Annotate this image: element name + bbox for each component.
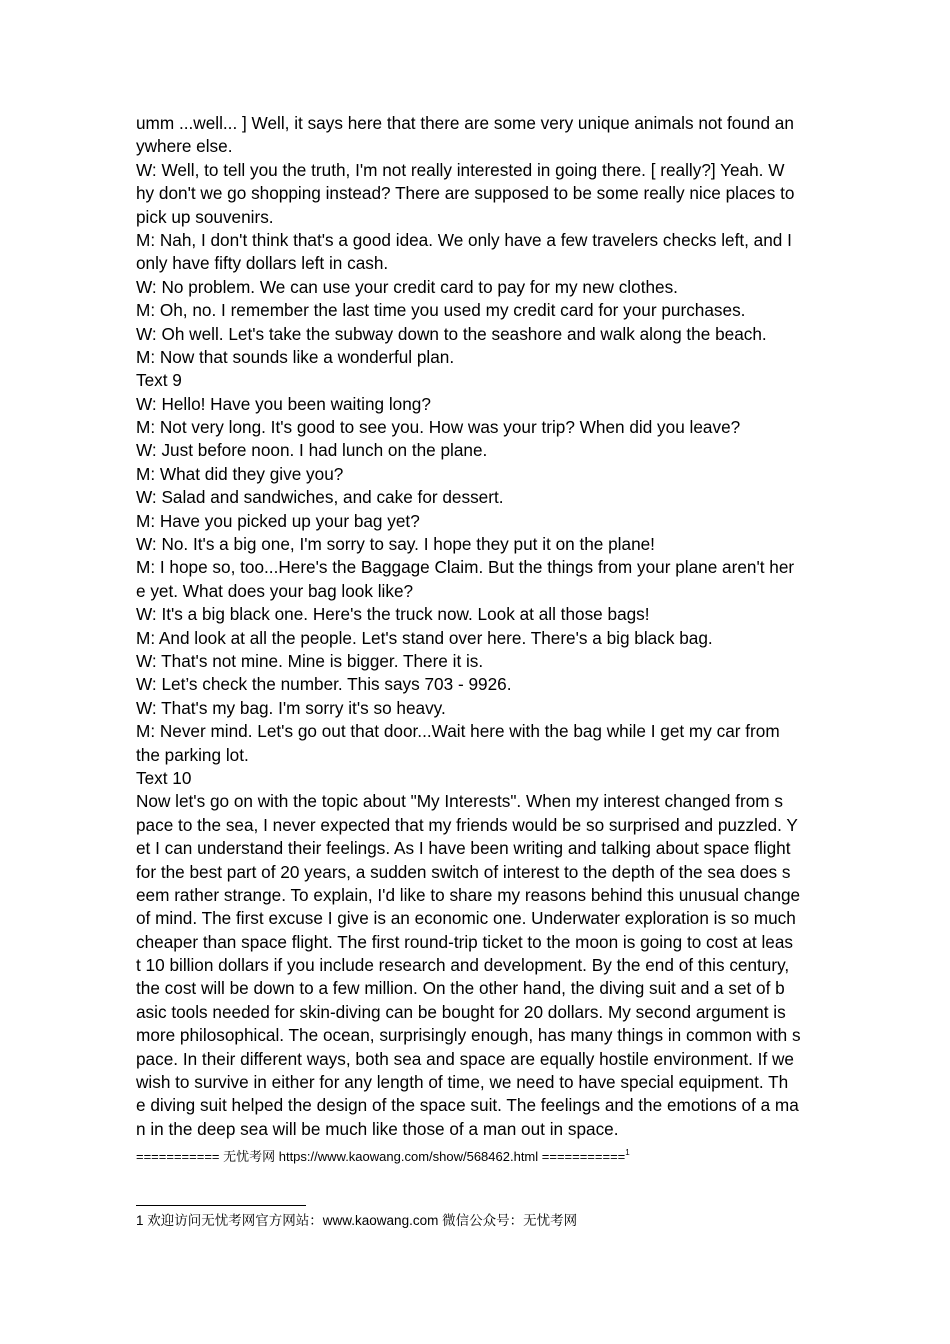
text-line: pick up souvenirs. [136, 206, 274, 227]
text-line: W: Well, to tell you the truth, I'm not really interested in going there. [ really?] Yeah. W [136, 159, 785, 180]
text-line: M: I hope so, too...Here's the Baggage Claim. But the things from your plane aren't her [136, 557, 795, 578]
text-line: M: Nah, I don't think that's a good idea. We only have a few travelers checks left, and I [136, 229, 792, 250]
text-line: ywhere else. [136, 136, 233, 157]
text-line: W: No. It's a big one, I'm sorry to say. I hope they put it on the plane! [136, 534, 655, 555]
footnote-number: 1 [136, 1213, 144, 1228]
text-line: M: And look at all the people. Let's stand over here. There's a big black bag. [136, 627, 713, 648]
text-line: Text 10 [136, 767, 192, 788]
text-line: M: Have you picked up your bag yet? [136, 510, 420, 531]
text-line: W: Just before noon. I had lunch on the plane. [136, 440, 488, 461]
text-line: Text 9 [136, 370, 182, 391]
source-separator-line [136, 1141, 816, 1164]
text-line: W: Salad and sandwiches, and cake for dessert. [136, 487, 504, 508]
text-line: M: Never mind. Let's go out that door...Wait here with the bag while I get my car from [136, 721, 780, 742]
text-line: W: Hello! Have you been waiting long? [136, 393, 431, 414]
footnote [136, 1211, 577, 1231]
text-line: W: It's a big black one. Here's the truck now. Look at all those bags! [136, 604, 650, 625]
separator-text: =========== 无忧考网 https://www.kaowang.com/show/568462.html =========== [136, 1149, 626, 1165]
text-line: for the best part of 20 years, a sudden switch of interest to the depth of the sea does s [136, 861, 791, 882]
text-line: the parking lot. [136, 744, 249, 765]
text-line: wish to survive in either for any length of time, we need to have special equipment. Th [136, 1072, 789, 1093]
footnote-text: 欢迎访问无忧考网官方网站：www.kaowang.com 微信公众号：无忧考网 [147, 1213, 578, 1228]
text-line: W: No problem. We can use your credit card to pay for my new clothes. [136, 276, 678, 297]
text-line: only have fifty dollars left in cash. [136, 253, 389, 274]
text-line: M: Not very long. It's good to see you. How was your trip? When did you leave? [136, 417, 741, 438]
text-line: Now let's go on with the topic about "My Interests". When my interest changed from s [136, 791, 783, 812]
text-line: t 10 billion dollars if you include research and development. By the end of this century, [136, 955, 790, 976]
text-line: M: Oh, no. I remember the last time you used my credit card for your purchases. [136, 300, 746, 321]
text-line: et I can understand their feelings. As I have been writing and talking about space flight [136, 838, 791, 859]
text-line: of mind. The first excuse I give is an economic one. Underwater exploration is so much [136, 908, 796, 929]
text-line: W: That's my bag. I'm sorry it's so heavy. [136, 697, 446, 718]
footnote-divider [136, 1205, 306, 1206]
document-body [136, 112, 816, 1165]
text-line: e diving suit helped the design of the space suit. The feelings and the emotions of a ma [136, 1095, 799, 1116]
text-line: more philosophical. The ocean, surprisingly enough, has many things in common with s [136, 1025, 801, 1046]
text-line: n in the deep sea will be much like those of a man out in space. [136, 1118, 619, 1139]
footnote-reference: 1 [625, 1148, 630, 1158]
text-line: W: That's not mine. Mine is bigger. There it is. [136, 650, 484, 671]
text-line: the cost will be down to a few million. On the other hand, the diving suit and a set of b [136, 978, 785, 999]
text-line: cheaper than space flight. The first round-trip ticket to the moon is going to cost at leas [136, 931, 793, 952]
text-line: eem rather strange. To explain, I'd like to share my reasons behind this unusual change [136, 884, 801, 905]
text-line: umm ...well... ] Well, it says here that there are some very unique animals not found an [136, 113, 794, 133]
text-line: pace to the sea, I never expected that my friends would be so surprised and puzzled. Y [136, 814, 798, 835]
text-line: e yet. What does your bag look like? [136, 580, 414, 601]
text-line: M: What did they give you? [136, 463, 344, 484]
text-line: hy don't we go shopping instead? There are supposed to be some really nice places to [136, 183, 795, 204]
text-line: pace. In their different ways, both sea and space are equally hostile environment. If we [136, 1048, 794, 1069]
text-line: W: Let’s check the number. This says 703 - 9926. [136, 674, 512, 695]
text-line: asic tools needed for skin-diving can be bought for 20 dollars. My second argument is [136, 1001, 786, 1022]
text-line: M: Now that sounds like a wonderful plan. [136, 346, 455, 367]
text-lines [136, 112, 816, 1141]
text-line: W: Oh well. Let's take the subway down to the seashore and walk along the beach. [136, 323, 767, 344]
